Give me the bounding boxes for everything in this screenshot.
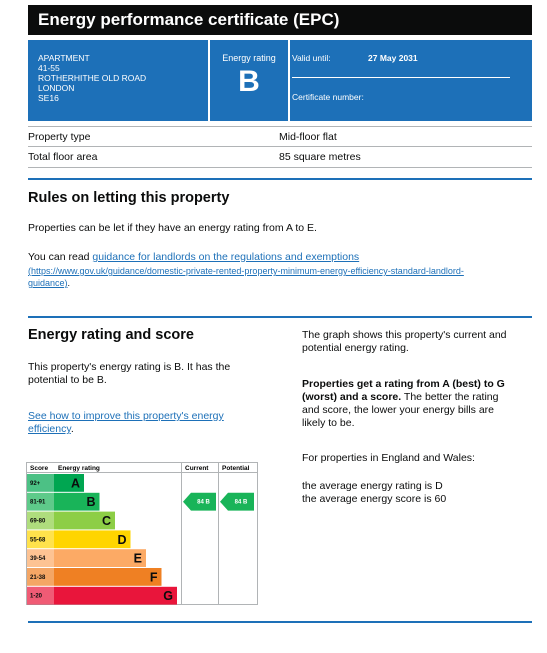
letting-guidance-line: You can read guidance for landlords on the regulations and exemptions — [28, 251, 360, 263]
header-divider — [292, 77, 510, 78]
property-address: APARTMENT 41-55 ROTHERHITHE OLD ROAD LONDON SE16 — [38, 53, 147, 103]
rating-explanation: Properties get a rating from A (best) to G (worst) and a score. The better the rating and score, the lower your energy bills are likely to be. — [302, 378, 505, 429]
property-type-label: Property type — [28, 131, 91, 143]
property-type-value: Mid-floor flat — [279, 131, 337, 143]
potential-column-header: Potential — [222, 465, 250, 472]
score-column-header: Score — [30, 465, 49, 472]
page-title: Energy performance certificate (EPC) — [28, 5, 532, 35]
current-rating-label: 84 B — [197, 499, 210, 506]
band-range-c: 69-80 — [30, 518, 46, 525]
band-letter-f: F — [149, 570, 158, 585]
average-rating: the average energy rating is D — [302, 480, 443, 492]
energy-rating-box — [208, 40, 290, 121]
section-divider — [28, 621, 532, 623]
band-letter-d: D — [117, 532, 127, 547]
potential-rating-label: 84 B — [234, 499, 248, 506]
letting-heading: Rules on letting this property — [28, 190, 230, 206]
property-details-table — [28, 126, 532, 168]
epc-rating-chart — [26, 462, 258, 605]
current-column-header: Current — [185, 465, 209, 472]
band-letter-b: B — [86, 495, 96, 510]
section-divider — [28, 316, 532, 318]
floor-area-label: Total floor area — [28, 151, 98, 163]
band-bar-e — [54, 549, 146, 567]
improve-efficiency-link[interactable]: See how to improve this property's energy — [28, 410, 224, 422]
average-values — [302, 480, 446, 506]
band-letter-c: C — [101, 514, 111, 528]
energy-rating-letter: B — [238, 65, 260, 98]
table-row — [28, 126, 532, 147]
band-letter-e: E — [133, 551, 142, 566]
energy-heading: Energy rating and score — [28, 327, 194, 343]
band-range-e: 39-54 — [30, 556, 46, 563]
valid-until-label: Valid until: — [292, 53, 331, 63]
energy-rating-label: Energy rating — [222, 53, 276, 63]
improve-efficiency-block: See how to improve this property's energy efficiency. — [28, 410, 224, 435]
band-range-d: 55-68 — [30, 537, 46, 544]
floor-area-value: 85 square metres — [279, 151, 361, 163]
letting-text: Properties can be let if they have an energy rating from A to E. — [28, 222, 317, 234]
guidance-url[interactable]: (https://www.gov.uk/guidance/domestic-private-rented-property-minimum-energy-efficiency-standard-landlord- guidance). — [28, 266, 464, 288]
certificate-number-label: Certificate number: — [292, 92, 364, 102]
band-letter-g: G — [163, 589, 173, 604]
rating-column-header: Energy rating — [58, 465, 100, 472]
band-bar-f — [54, 568, 162, 586]
band-range-a: 92+ — [30, 480, 41, 487]
energy-rating-description: This property's energy rating is B. It has the potential to be B. — [28, 361, 231, 386]
band-range-g: 1-20 — [30, 593, 43, 600]
table-row — [28, 147, 532, 168]
average-score: the average energy score is 60 — [302, 493, 447, 505]
graph-explanation: The graph shows this property's current and potential energy rating. — [302, 329, 507, 354]
england-wales-label: For properties in England and Wales: — [302, 452, 475, 464]
valid-until-date: 27 May 2031 — [368, 53, 418, 63]
band-bar-g — [54, 587, 177, 605]
section-divider — [28, 178, 532, 180]
band-range-f: 21-38 — [30, 574, 46, 581]
band-range-b: 81-91 — [30, 499, 46, 506]
landlord-guidance-link[interactable]: guidance for landlords on the regulations and exemptions — [92, 251, 360, 263]
certificate-summary — [28, 40, 532, 121]
improve-efficiency-link-cont[interactable]: efficiency — [28, 423, 71, 435]
band-letter-a: A — [70, 476, 80, 491]
